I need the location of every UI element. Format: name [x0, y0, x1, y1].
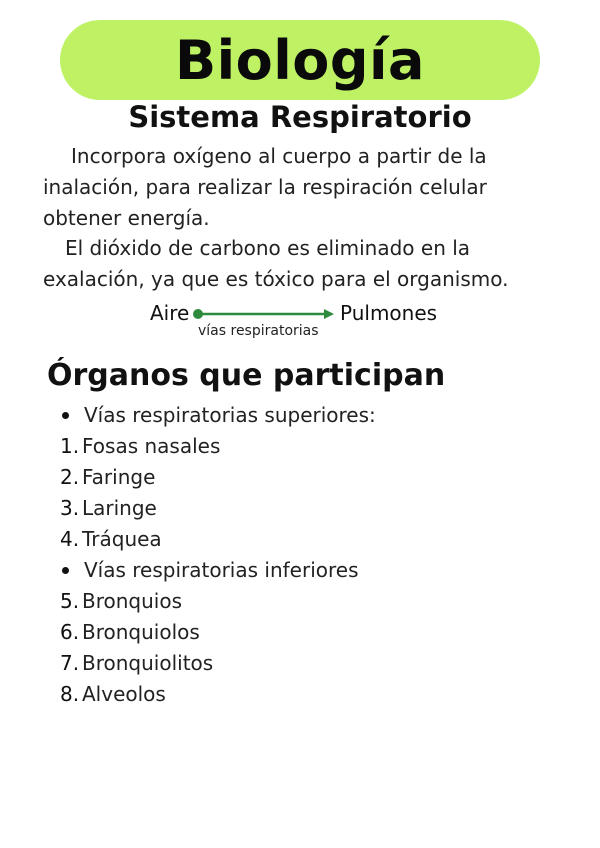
- list-number: 2.: [60, 465, 80, 489]
- list-number: 3.: [60, 496, 80, 520]
- list-number: 6.: [60, 620, 80, 644]
- page-title: Biología: [175, 28, 425, 92]
- bullet-icon: [60, 412, 82, 419]
- list-item: [60, 586, 540, 617]
- list-item-text: Vías respiratorias superiores:: [84, 403, 376, 427]
- flow-target-label: Pulmones: [340, 301, 438, 325]
- list-item: [60, 524, 540, 555]
- page-subtitle: Sistema Respiratorio: [128, 100, 472, 134]
- list-item-text: Alveolos: [82, 682, 166, 706]
- list-number: 4.: [60, 527, 80, 551]
- title-banner: [60, 20, 540, 100]
- list-number: 7.: [60, 651, 80, 675]
- organs-list: [60, 400, 540, 710]
- list-item: [60, 400, 540, 431]
- list-item: [60, 679, 540, 710]
- organs-heading: Órganos que participan: [47, 358, 446, 393]
- list-item-text: Bronquiolitos: [82, 651, 214, 675]
- list-item: [60, 431, 540, 462]
- list-item-text: Tráquea: [82, 527, 162, 551]
- list-item-text: Vías respiratorias inferiores: [84, 558, 359, 582]
- arrow-right-icon: [192, 307, 338, 321]
- bullet-icon: [60, 567, 82, 574]
- intro-paragraph: Incorpora oxígeno al cuerpo a partir de la inalación, para realizar la respiración celular obtener energía.: [43, 144, 487, 230]
- list-number: 5.: [60, 589, 80, 613]
- list-item: [60, 493, 540, 524]
- flow-source-label: Aire: [150, 301, 190, 325]
- list-item: [60, 617, 540, 648]
- list-item-text: Laringe: [82, 496, 157, 520]
- list-number: 1.: [60, 434, 80, 458]
- list-item-text: Faringe: [82, 465, 156, 489]
- list-number: 8.: [60, 682, 80, 706]
- list-item-text: Fosas nasales: [82, 434, 221, 458]
- list-item: [60, 555, 540, 586]
- list-item: [60, 648, 540, 679]
- list-item-text: Bronquiolos: [82, 620, 200, 644]
- flow-caption: vías respiratorias: [198, 323, 319, 339]
- list-item-text: Bronquios: [82, 589, 182, 613]
- airflow-diagram: [0, 298, 600, 348]
- exhalation-paragraph: El dióxido de carbono es eliminado en la exalación, ya que es tóxico para el organismo.: [43, 236, 509, 291]
- list-item: [60, 462, 540, 493]
